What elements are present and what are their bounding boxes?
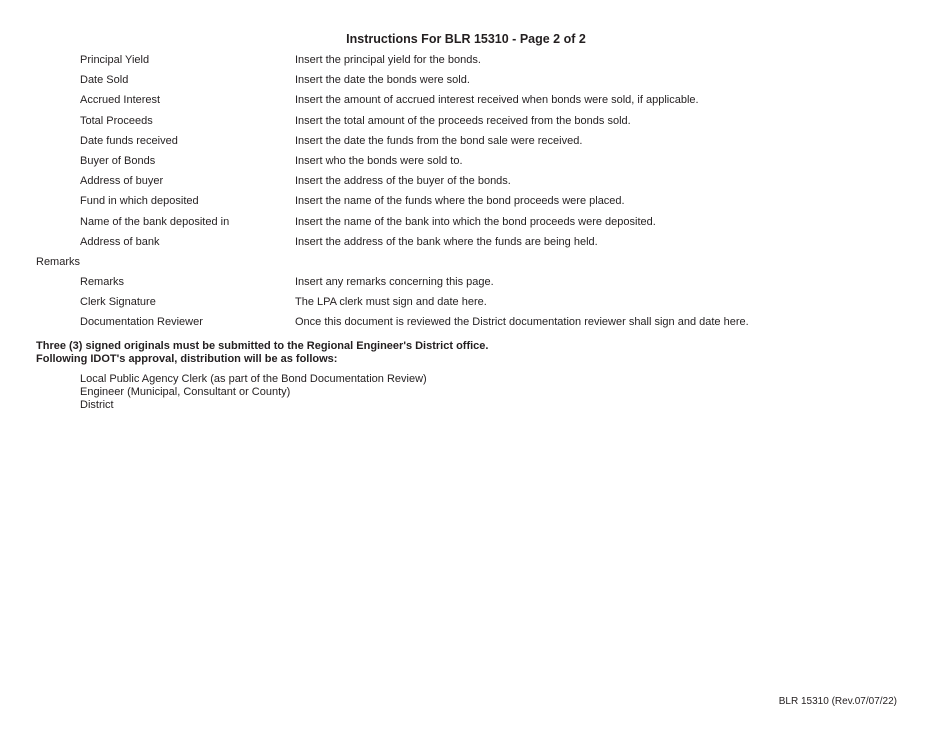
instruction-desc: Insert the address of the bank where the funds are being held. — [295, 235, 598, 248]
instruction-label: Buyer of Bonds — [80, 154, 156, 167]
instruction-row — [0, 312, 950, 332]
form-revision-footer: BLR 15310 (Rev.07/07/22) — [778, 696, 897, 707]
remarks-section-heading — [0, 252, 950, 272]
instruction-desc: The LPA clerk must sign and date here. — [295, 296, 487, 309]
instruction-desc: Insert the name of the funds where the bond proceeds were placed. — [295, 195, 625, 208]
submission-note-line: Following IDOT's approval, distribution will be as follows: — [36, 353, 338, 365]
instruction-label: Name of the bank deposited in — [80, 215, 230, 228]
instruction-desc: Insert the name of the bank into which the bond proceeds were deposited. — [295, 215, 656, 228]
instruction-desc: Insert any remarks concerning this page. — [295, 276, 494, 289]
distribution-item: Engineer (Municipal, Consultant or County) — [80, 386, 291, 398]
instruction-desc: Insert the date the funds from the bond sale were received. — [295, 134, 583, 147]
instruction-row — [0, 131, 950, 151]
instruction-label: Documentation Reviewer — [80, 316, 203, 329]
submission-note-line: Three (3) signed originals must be submitted to the Regional Engineer's District office. — [36, 340, 489, 352]
instruction-row — [0, 232, 950, 252]
instruction-label: Date Sold — [80, 74, 129, 87]
instruction-row — [0, 151, 950, 171]
instruction-label: Clerk Signature — [80, 296, 156, 309]
instruction-label: Fund in which deposited — [80, 195, 199, 208]
instruction-label: Address of bank — [80, 235, 160, 248]
instruction-row — [0, 90, 950, 110]
instruction-desc: Once this document is reviewed the District documentation reviewer shall sign and date here. — [295, 316, 749, 329]
instruction-desc: Insert the date the bonds were sold. — [295, 74, 470, 87]
instruction-label: Address of buyer — [80, 175, 164, 188]
instruction-label: Remarks — [80, 276, 125, 289]
instruction-label: Accrued Interest — [80, 94, 161, 107]
instruction-row — [0, 292, 950, 312]
instruction-label: Principal Yield — [80, 54, 150, 66]
section-heading: Remarks — [36, 255, 81, 268]
instruction-desc: Insert the amount of accrued interest received when bonds were sold, if applicable. — [295, 94, 699, 107]
submission-note — [36, 340, 488, 366]
instruction-label: Total Proceeds — [80, 114, 153, 127]
instruction-row — [0, 191, 950, 211]
instruction-label: Date funds received — [80, 134, 178, 147]
instruction-desc: Insert who the bonds were sold to. — [295, 154, 463, 167]
distribution-item: District — [80, 399, 114, 411]
instructions-list — [0, 50, 950, 333]
instruction-desc: Insert the total amount of the proceeds received from the bonds sold. — [295, 114, 631, 127]
instruction-row — [0, 111, 950, 131]
page-title: Instructions For BLR 15310 - Page 2 of 2 — [346, 32, 586, 46]
instruction-desc: Insert the principal yield for the bonds. — [295, 54, 481, 66]
instruction-row — [0, 171, 950, 191]
instruction-row — [0, 50, 950, 70]
instruction-row — [0, 272, 950, 292]
distribution-list — [80, 373, 427, 412]
instruction-row — [0, 212, 950, 232]
instruction-row — [0, 70, 950, 90]
instruction-desc: Insert the address of the buyer of the bonds. — [295, 175, 511, 188]
distribution-item: Local Public Agency Clerk (as part of the Bond Documentation Review) — [80, 373, 427, 385]
